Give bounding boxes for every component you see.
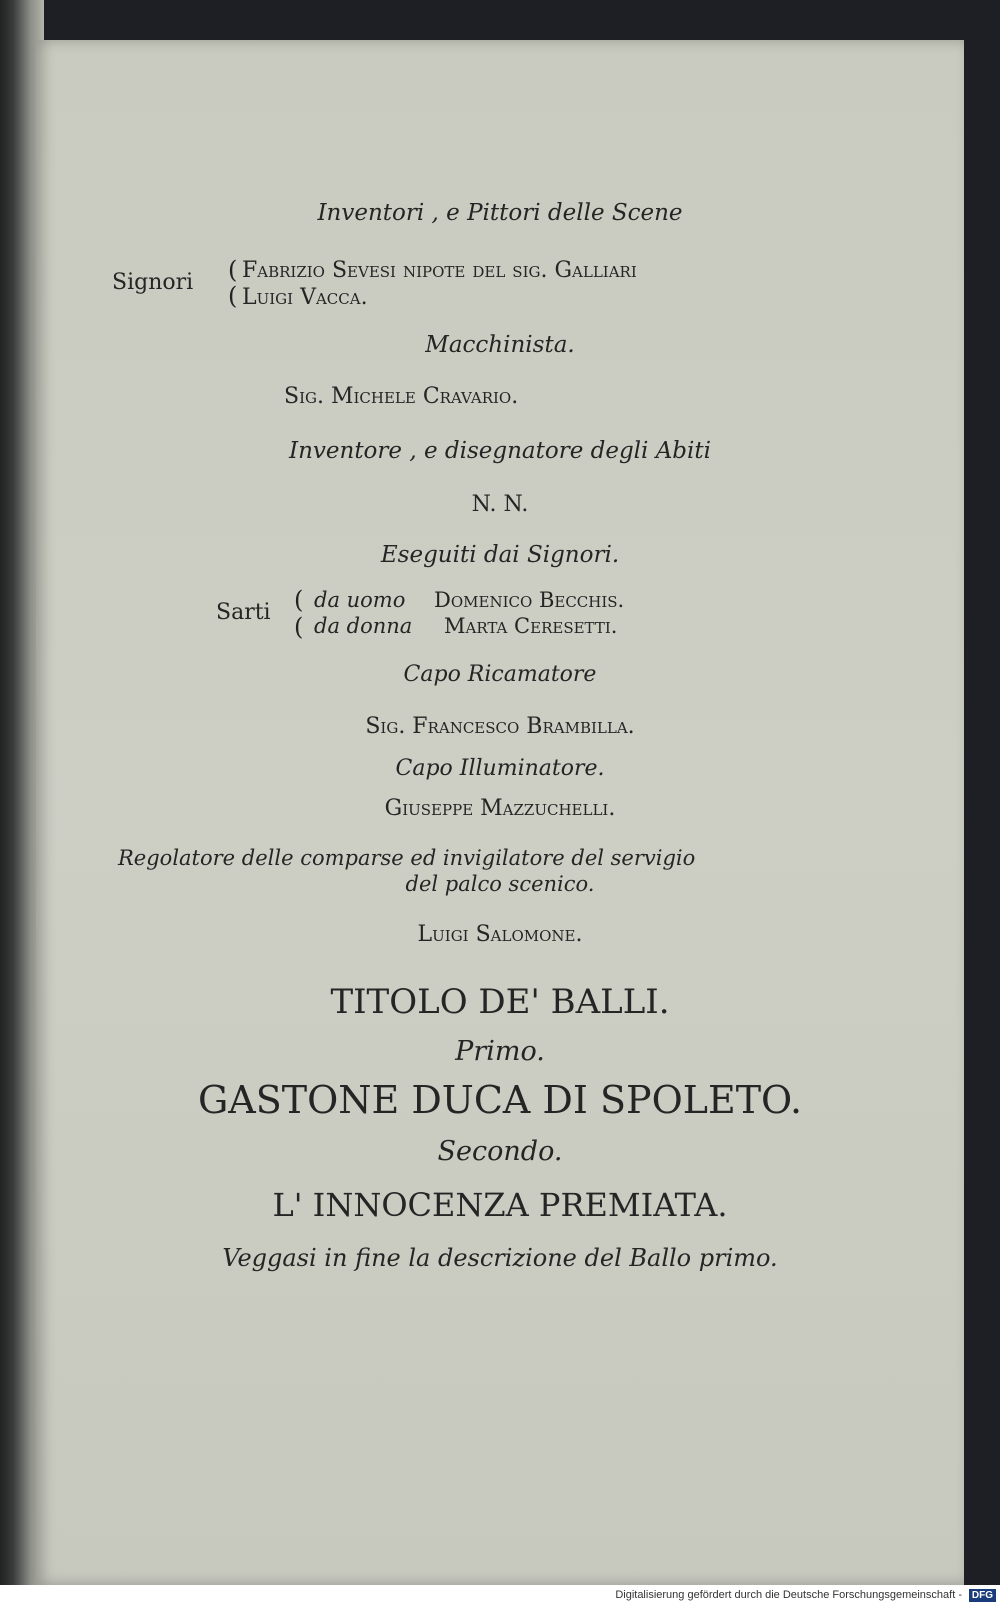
embroidery-heading: Capo Ricamatore: [403, 662, 597, 687]
tailors-label: Sarti: [216, 600, 271, 625]
ballet-first-label: Primo.: [455, 1036, 545, 1067]
embroidery-name: Sig. Francesco Brambilla.: [365, 714, 635, 739]
costumes-heading: Inventore , e disegnatore degli Abiti: [289, 438, 711, 464]
tailor-name-2: Marta Ceresetti.: [444, 614, 618, 638]
scenery-brace-top: (: [228, 256, 238, 284]
lighting-heading: Capo Illuminatore.: [395, 756, 605, 781]
ballet-first-title: GASTONE DUCA DI SPOLETO.: [197, 1078, 803, 1122]
tailors-brace-bottom: (: [294, 613, 304, 641]
digitization-footer: [0, 1585, 1000, 1607]
ballet-second-label: Secondo.: [437, 1136, 563, 1167]
machinist-name: Sig. Michele Cravario.: [284, 384, 519, 409]
stage-heading-1: Regolatore delle comparse ed invigilatore del servigio: [118, 846, 696, 870]
scenery-line-1: Fabrizio Sevesi nipote del sig. Galliari: [242, 258, 637, 283]
lighting-name: Giuseppe Mazzuchelli.: [384, 796, 616, 821]
costumes-name: N. N.: [471, 492, 529, 517]
machinist-heading: Macchinista.: [425, 332, 575, 358]
scenery-line-2: Luigi Vacca.: [242, 285, 368, 310]
footer-text: Digitalisierung gefördert durch die Deutsche Forschungsgemeinschaft -: [615, 1589, 962, 1601]
stage-heading-2: del palco scenico.: [405, 872, 595, 896]
costumes-executed: Eseguiti dai Signori.: [380, 542, 620, 568]
ballet-second-title: L' INNOCENZA PREMIATA.: [272, 1186, 728, 1224]
scenery-brace-bottom: (: [228, 282, 238, 310]
dfg-logo: DFG: [969, 1589, 996, 1602]
scenery-label: Signori: [112, 270, 194, 295]
ballets-title: TITOLO DE' BALLI.: [330, 982, 670, 1022]
tailors-brace-top: (: [294, 586, 304, 614]
ballets-note: Veggasi in fine la descrizione del Ballo primo.: [222, 1244, 778, 1272]
scenery-heading: Inventori , e Pittori delle Scene: [317, 200, 683, 226]
book-page: [36, 40, 964, 1585]
tailor-name-1: Domenico Becchis.: [434, 588, 625, 612]
tailor-role-2: da donna: [314, 614, 413, 638]
tailor-role-1: da uomo: [314, 588, 406, 612]
stage-name: Luigi Salomone.: [417, 922, 583, 947]
